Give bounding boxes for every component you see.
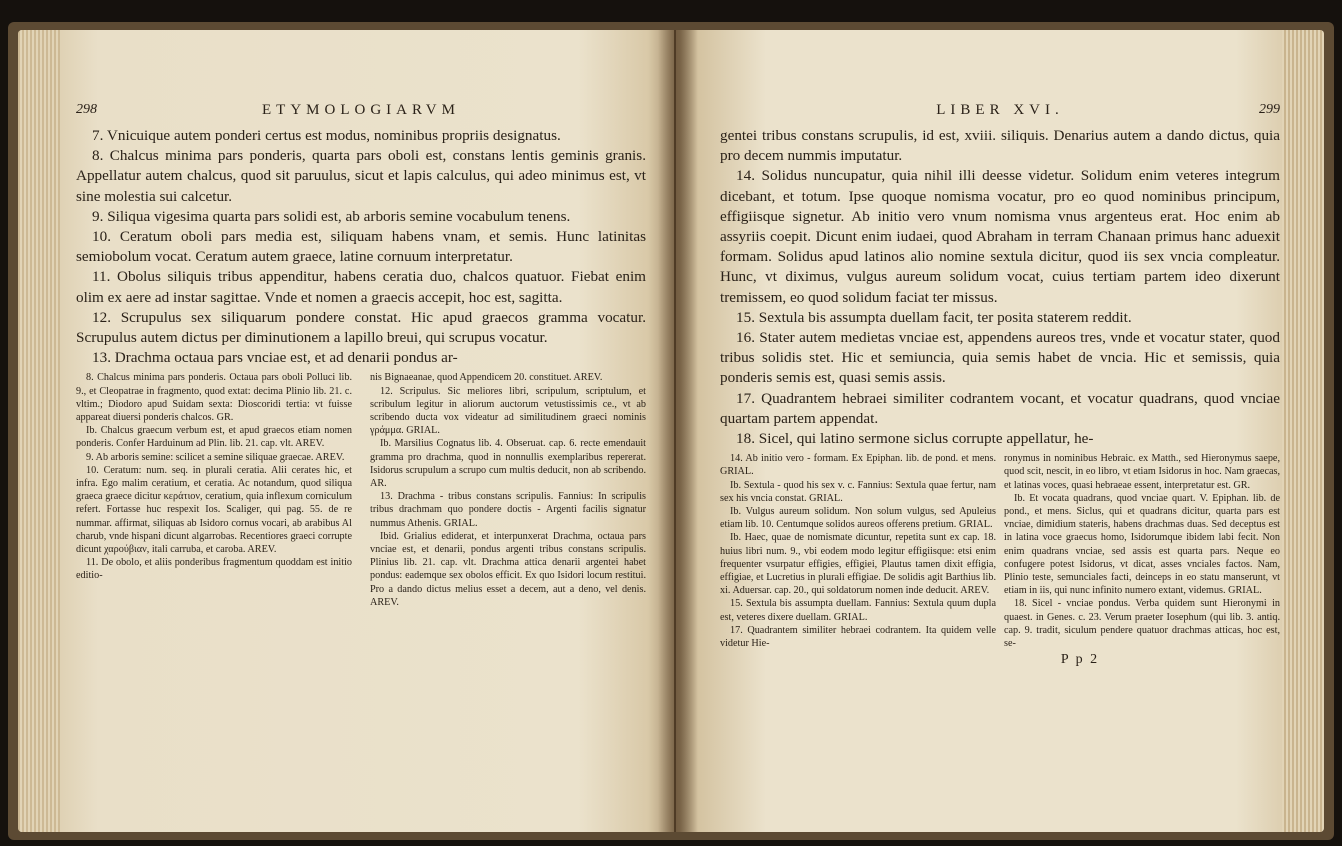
book-gutter xyxy=(658,30,698,832)
footnote: Ibid. Grialius ediderat, et interpunxerat Drachma, octaua pars vnciae est, et denarii, pondus argenti tribus constans scripulis. Plinius lib. 21. cap. vlt. Drachma attica denarii argentei habet pondus: eademque sex obolos efficit. Ex quo Isidori locum restitui. Pro a dando dictus melius esset a decem, aut a deno, vel denis. AREV. xyxy=(370,530,646,608)
left-page-edge xyxy=(18,30,60,832)
footnote: nis Bignaeanae, quod Appendicem 20. constituet. AREV. xyxy=(370,372,603,384)
paragraph: 17. Quadrantem hebraei similiter codrantem vocant, et vocatur quadrans, quod vnciae quartam partem appendat. xyxy=(720,389,1280,427)
footnote: ronymus in nominibus Hebraic. ex Matth., sed Hieronymus saepe, quod scit, nescit, in eo libro, vt etiam Isidorus in hoc. Nam graecas, et latinas voces, quasi hebraeae essent, interpretatur est. GR. xyxy=(1004,453,1280,491)
paragraph: 14. Solidus nuncupatur, quia nihil illi deesse videtur. Solidum enim veteres integrum dicebant, et totum. Ipse quoque nomisma vocatur, pro eo quod nominibus principum, effigiisque signetur. Ab initio vero vnum nomisma vnus argenteus erat. Hoc enim ab assyriis coepit. Dicunt enim iudaei, quod Abraham in terram Chanaan primus hanc aduexit formam. Solidus apud latinos alio nomine sextula dicitur, quod iis sex vncia compleatur. Hunc, vt diximus, vulgus aureum solidum vocat, cuius tertiam partem ideo dixerunt tremissem, eo quod solidum faciat ter missus. xyxy=(720,167,1280,306)
footnote-column xyxy=(370,371,646,609)
footnote: 17. Quadrantem similiter hebraei codrantem. Ita quidem velle videtur Hie- xyxy=(720,624,996,650)
paragraph: gentei tribus constans scrupulis, id est, xviii. siliquis. Denarius autem a dando dictus, quia pro decem nummis imputatur. xyxy=(720,127,1280,165)
left-text-block xyxy=(76,102,646,609)
footnote: 10. Ceratum: num. seq. in plurali ceratia. Alii cerates hic, et infra. Ego malim ceratium, et ceratia. Ac notandum, quod siliqua graeca graece dicitur κεράτιον, ceratium, quia inflexum corniculum refert. Fortasse huc respexit Ios. Scaliger, qui pag. 55. de re nummar. affirmat, siliquas ab Isidoro cornus vocari, ab arabibus Al charub, vnde hispani dicunt algarrobas. Recentiores graeci corrupte dicunt χαρούβιαν, itali carruba, et caroba. AREV. xyxy=(76,464,352,556)
right-running-head xyxy=(720,102,1280,126)
signature-mark: P p 2 xyxy=(1060,652,1100,668)
left-page-number: 298 xyxy=(76,102,97,117)
right-page xyxy=(676,30,1324,832)
paragraph: 8. Chalcus minima pars ponderis, quarta pars oboli est, constans lentis geminis granis. Appellatur autem chalcus, quod sit paruulus, sicut et lapis calculus, qui adeo minimus est, vt sine molestia sui calcetur. xyxy=(76,147,646,205)
footnote: Ib. Chalcus graecum verbum est, et apud graecos etiam nomen ponderis. Confer Harduinum ad Plin. lib. 21. cap. vlt. AREV. xyxy=(76,425,352,450)
footnote: Ib. Marsilius Cognatus lib. 4. Obseruat. cap. 6. recte emendauit gramma pro drachma, quod in nonnullis exemplaribus repererat. Isidorus scrupulum a scrupo cum multis deducit, non ab scribendo. AR. xyxy=(370,438,646,490)
right-main-text xyxy=(720,126,1280,449)
footnote-column xyxy=(76,371,352,609)
left-page xyxy=(18,30,674,832)
footnote: 8. Chalcus minima pars ponderis. Octaua pars oboli Polluci lib. 9., et Cleopatrae in fragmento, quod extat: decima Plinio lib. 21. c. vltim.; Diodoro apud Suidam sexta: Dioscoridi tertia: vt fuisse appareat diuersi ponderis chalcos. GR. xyxy=(76,372,352,424)
paragraph: 9. Siliqua vigesima quarta pars solidi est, ab arboris semine vocabulum tenens. xyxy=(92,207,571,225)
left-running-head xyxy=(76,102,646,126)
left-running-title: ETYMOLOGIARVM xyxy=(262,102,460,118)
footnote: 13. Drachma - tribus constans scripulis. Fannius: In scripulis tribus drachmam quo pondere doctis - Argenti facilis signatur nummus Athenis. GRIAL. xyxy=(370,491,646,529)
left-footnotes xyxy=(76,371,646,609)
footnote: 14. Ab initio vero - formam. Ex Epiphan. lib. de pond. et mens. GRIAL. xyxy=(720,453,996,478)
footnote: 11. De obolo, et aliis ponderibus fragmentum quoddam est initio editio- xyxy=(76,557,352,582)
right-page-number: 299 xyxy=(1259,102,1280,117)
footnote: 9. Ab arboris semine: scilicet a semine siliquae graecae. AREV. xyxy=(86,451,345,463)
paragraph: 15. Sextula bis assumpta duellam facit, ter posita staterem reddit. xyxy=(736,308,1132,326)
paragraph: 10. Ceratum oboli pars media est, siliquam habens vnam, et semis. Hunc latinitas semiobolum vocat. Ceratum autem graece, latine cornuum interpretatur. xyxy=(76,228,646,266)
right-footnotes xyxy=(720,452,1280,650)
paragraph: 7. Vnicuique autem ponderi certus est modus, nominibus propriis designatus. xyxy=(92,127,561,144)
footnote-column xyxy=(720,452,996,650)
left-main-text xyxy=(76,126,646,368)
paragraph: 16. Stater autem medietas vnciae est, appendens aureos tres, vnde et vocatur stater, quod tribus solidis stet. Hic et semiuncia, quia semis habet de vncia. Hic et semissis, quia ponderis semis est, quasi semis assis. xyxy=(720,329,1280,387)
paragraph: 18. Sicel, qui latino sermone siclus corrupte appellatur, he- xyxy=(736,430,1094,448)
right-page-edge xyxy=(1282,30,1324,832)
footnote: 12. Scripulus. Sic meliores libri, scripulum, scriptulum, et scribulum legitur in aliorum auctorum vetustissimis ce., vt ab scribendo ducta vox videatur ad similitudinem graeci nominis γράμμα. GRIAL. xyxy=(370,385,646,437)
footnote: Ib. Sextula - quod his sex v. c. Fannius: Sextula quae fertur, nam sex his vncia constat. GRIAL. xyxy=(720,479,996,504)
paragraph: 13. Drachma octaua pars vnciae est, et ad denarii pondus ar- xyxy=(92,349,458,367)
footnote: 15. Sextula bis assumpta duellam. Fannius: Sextula quum dupla est, veteres dixere duellam. GRIAL. xyxy=(720,598,996,623)
footnote: Ib. Vulgus aureum solidum. Non solum vulgus, sed Apuleius etiam lib. 10. Centumque solidos aureos offerens pretium. GRIAL. xyxy=(720,506,996,531)
paragraph: 11. Obolus siliquis tribus appenditur, habens ceratia duo, chalcos quatuor. Fiebat enim olim ex aere ad instar sagittae. Vnde et nomen a graecis accepit, hoc est, sagitta. xyxy=(76,268,646,306)
footnote: Ib. Haec, quae de nomismate dicuntur, repetita sunt ex cap. 18. huius libri num. 9., vbi eodem modo legitur effigiisque: etsi enim frequenter vsurpatur effigies, effigiei, Plautus tamen dixit effigia, effigiae, et Lucretius in plurali effigiae. De solidis agit Barthius lib. xi. Aduersar. cap. 20., qui soldatorum nomen inde deducit. AREV. xyxy=(720,532,996,597)
open-book xyxy=(8,22,1334,840)
footnote: Ib. Et vocata quadrans, quod vnciae quart. V. Epiphan. lib. de pond., et mens. Siclus, qui et quadrans dicitur, quarta pars est vnciae, dimidium stateris, habens drachmas duas. Sed deceptus est in latina voce graecus homo, Isidorumque ibidem labi fecit. Non enim quadrans vnciae, sed assis est quarta pars. Neque eo confugere potest Isidorus, vt dicat, asses vnciales factos. Nam, Plinio teste, semunciales facti, deinceps in eo statu manserunt, vt etiam in iis, qui nunc infinito numero extant, videmus. GRIAL. xyxy=(1004,492,1280,597)
footnote: 18. Sicel - vnciae pondus. Verba quidem sunt Hieronymi in quaest. in Genes. c. 23. Verum praeter Iosephum (qui lib. 3. antiq. cap. 9. tradit, siculum pendere quatuor drachmas atticas, hoc est, se- xyxy=(1004,598,1280,650)
paragraph: 12. Scrupulus sex siliquarum pondere constat. Hic apud graecos gramma vocatur. Scrupulus autem dictus per diminutionem a lapillo breui, qui scrupus vocatur. xyxy=(76,308,646,347)
footnote-column xyxy=(1004,452,1280,650)
right-running-title: LIBER XVI. xyxy=(936,102,1064,118)
right-text-block xyxy=(720,102,1280,668)
